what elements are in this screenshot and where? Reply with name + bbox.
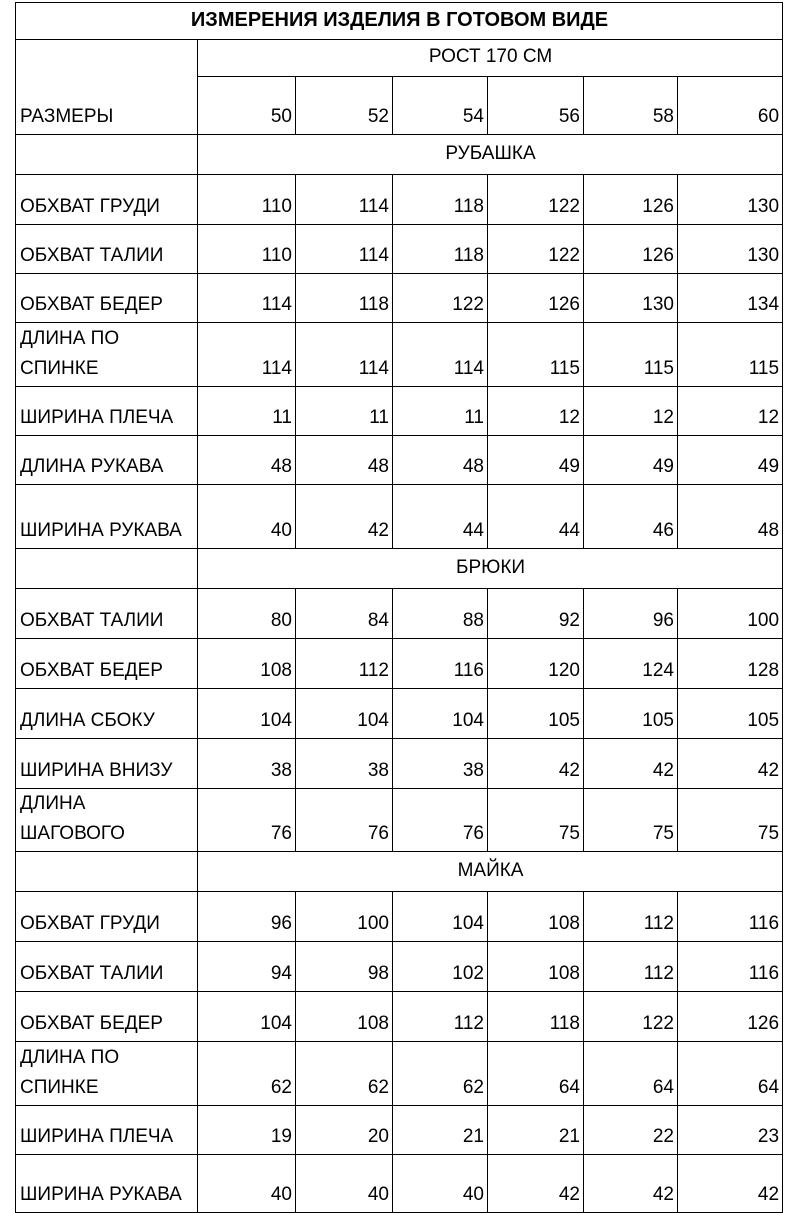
measurement-value: 128 (678, 639, 783, 689)
measurement-value: 19 (198, 1106, 296, 1155)
measurement-label: ОБХВАТ БЕДЕР (16, 274, 198, 323)
measurement-value: 49 (584, 436, 678, 485)
table-row (16, 1042, 783, 1106)
measurement-value: 105 (678, 689, 783, 739)
measurement-value: 115 (584, 323, 678, 387)
measurement-label: ДЛИНА РУКАВА (16, 436, 198, 485)
measurement-value: 126 (584, 225, 678, 274)
measurement-value: 84 (296, 589, 393, 639)
size-header-cell: 60 (678, 77, 783, 135)
measurement-value: 48 (678, 485, 783, 549)
measurement-value: 88 (393, 589, 488, 639)
measurement-value: 75 (488, 789, 584, 852)
measurement-value: 12 (584, 387, 678, 436)
table-title: ИЗМЕРЕНИЯ ИЗДЕЛИЯ В ГОТОВОМ ВИДЕ (16, 3, 783, 40)
table-row (16, 589, 783, 639)
measurement-value: 116 (393, 639, 488, 689)
section-name: РУБАШКА (198, 135, 783, 175)
measurement-value: 40 (198, 1155, 296, 1213)
measurement-value: 115 (678, 323, 783, 387)
measurement-value: 62 (198, 1042, 296, 1106)
measurement-value: 130 (678, 175, 783, 225)
table-row (16, 1106, 783, 1155)
measurement-value: 21 (488, 1106, 584, 1155)
measurement-label: ДЛИНА ПО СПИНКЕ (16, 323, 198, 387)
measurement-value: 76 (296, 789, 393, 852)
measurement-value: 114 (393, 323, 488, 387)
measurement-value: 100 (296, 892, 393, 942)
measurement-value: 42 (678, 1155, 783, 1213)
measurement-value: 20 (296, 1106, 393, 1155)
height-label: РОСТ 170 СМ (198, 40, 783, 77)
table-row (16, 789, 783, 852)
measurement-value: 102 (393, 942, 488, 992)
measurement-value: 112 (296, 639, 393, 689)
measurement-value: 115 (488, 323, 584, 387)
measurement-value: 21 (393, 1106, 488, 1155)
measurement-value: 118 (296, 274, 393, 323)
table-row (16, 436, 783, 485)
measurement-value: 104 (198, 689, 296, 739)
table-row (16, 942, 783, 992)
measurements-table (15, 2, 783, 1213)
measurement-value: 11 (393, 387, 488, 436)
measurement-value: 112 (584, 892, 678, 942)
measurement-label: ДЛИНА СБОКУ (16, 689, 198, 739)
table-row (16, 992, 783, 1042)
section-header-row (16, 852, 783, 892)
section-header-row (16, 549, 783, 589)
measurement-value: 92 (488, 589, 584, 639)
measurement-value: 114 (296, 323, 393, 387)
table-row (16, 225, 783, 274)
measurement-value: 48 (198, 436, 296, 485)
measurement-label: ОБХВАТ ТАЛИИ (16, 942, 198, 992)
measurement-value: 11 (296, 387, 393, 436)
measurement-value: 42 (488, 739, 584, 789)
measurement-value: 104 (198, 992, 296, 1042)
table-row (16, 892, 783, 942)
measurement-value: 44 (488, 485, 584, 549)
table-row (16, 175, 783, 225)
measurement-value: 122 (584, 992, 678, 1042)
measurement-value: 105 (584, 689, 678, 739)
table-row (16, 274, 783, 323)
table-row (16, 689, 783, 739)
measurement-value: 114 (296, 175, 393, 225)
measurement-label: ОБХВАТ БЕДЕР (16, 639, 198, 689)
measurement-value: 108 (488, 942, 584, 992)
section-header-blank (16, 549, 198, 589)
size-header-cell: 54 (393, 77, 488, 135)
table-row (16, 485, 783, 549)
measurement-label: ОБХВАТ ТАЛИИ (16, 589, 198, 639)
measurement-value: 96 (198, 892, 296, 942)
measurement-label: ОБХВАТ БЕДЕР (16, 992, 198, 1042)
measurement-value: 22 (584, 1106, 678, 1155)
measurement-value: 96 (584, 589, 678, 639)
measurement-value: 126 (488, 274, 584, 323)
measurement-value: 118 (393, 225, 488, 274)
measurement-value: 75 (678, 789, 783, 852)
table-row (16, 323, 783, 387)
measurement-label: ШИРИНА РУКАВА (16, 485, 198, 549)
measurement-value: 122 (488, 225, 584, 274)
measurement-value: 49 (488, 436, 584, 485)
section-name: БРЮКИ (198, 549, 783, 589)
table-row (16, 387, 783, 436)
measurement-value: 40 (296, 1155, 393, 1213)
measurement-value: 110 (198, 225, 296, 274)
measurement-value: 40 (198, 485, 296, 549)
measurement-value: 105 (488, 689, 584, 739)
measurement-value: 23 (678, 1106, 783, 1155)
height-row (16, 40, 783, 77)
measurement-label: ШИРИНА ПЛЕЧА (16, 1106, 198, 1155)
measurement-label: ДЛИНА ШАГОВОГО (16, 789, 198, 852)
measurement-value: 124 (584, 639, 678, 689)
size-header-cell: 58 (584, 77, 678, 135)
measurement-label: ОБХВАТ ГРУДИ (16, 175, 198, 225)
table-row (16, 739, 783, 789)
measurement-value: 100 (678, 589, 783, 639)
measurement-value: 120 (488, 639, 584, 689)
measurement-value: 38 (296, 739, 393, 789)
measurement-label: ШИРИНА ПЛЕЧА (16, 387, 198, 436)
measurement-value: 76 (198, 789, 296, 852)
measurement-value: 38 (393, 739, 488, 789)
measurement-value: 80 (198, 589, 296, 639)
measurement-value: 46 (584, 485, 678, 549)
measurement-label: ШИРИНА ВНИЗУ (16, 739, 198, 789)
measurement-value: 76 (393, 789, 488, 852)
sizes-label: РАЗМЕРЫ (16, 40, 198, 135)
measurement-label: ОБХВАТ ГРУДИ (16, 892, 198, 942)
measurement-value: 118 (488, 992, 584, 1042)
measurement-value: 49 (678, 436, 783, 485)
measurement-value: 116 (678, 942, 783, 992)
measurement-value: 116 (678, 892, 783, 942)
section-name: МАЙКА (198, 852, 783, 892)
measurement-value: 112 (584, 942, 678, 992)
measurement-value: 62 (296, 1042, 393, 1106)
measurement-value: 126 (678, 992, 783, 1042)
measurement-value: 62 (393, 1042, 488, 1106)
measurement-value: 104 (393, 892, 488, 942)
measurement-value: 64 (678, 1042, 783, 1106)
measurement-value: 122 (488, 175, 584, 225)
measurement-value: 38 (198, 739, 296, 789)
measurement-value: 48 (296, 436, 393, 485)
measurement-value: 126 (584, 175, 678, 225)
measurement-value: 130 (678, 225, 783, 274)
section-header-blank (16, 852, 198, 892)
measurement-label: ОБХВАТ ТАЛИИ (16, 225, 198, 274)
table-row (16, 639, 783, 689)
measurement-value: 12 (678, 387, 783, 436)
measurement-value: 108 (296, 992, 393, 1042)
measurement-value: 130 (584, 274, 678, 323)
measurement-value: 104 (296, 689, 393, 739)
measurement-value: 118 (393, 175, 488, 225)
measurement-value: 122 (393, 274, 488, 323)
measurement-value: 108 (198, 639, 296, 689)
title-row (16, 3, 783, 40)
measurement-value: 104 (393, 689, 488, 739)
size-header-cell: 52 (296, 77, 393, 135)
measurement-value: 108 (488, 892, 584, 942)
size-header-cell: 50 (198, 77, 296, 135)
size-header-cell: 56 (488, 77, 584, 135)
measurement-value: 98 (296, 942, 393, 992)
measurement-value: 44 (393, 485, 488, 549)
measurement-value: 42 (584, 739, 678, 789)
measurement-value: 64 (584, 1042, 678, 1106)
measurement-value: 48 (393, 436, 488, 485)
measurement-value: 40 (393, 1155, 488, 1213)
measurement-value: 134 (678, 274, 783, 323)
measurement-value: 11 (198, 387, 296, 436)
measurement-value: 94 (198, 942, 296, 992)
measurement-value: 12 (488, 387, 584, 436)
measurement-value: 112 (393, 992, 488, 1042)
measurement-value: 75 (584, 789, 678, 852)
measurement-value: 42 (584, 1155, 678, 1213)
measurement-value: 114 (198, 274, 296, 323)
measurement-label: ДЛИНА ПО СПИНКЕ (16, 1042, 198, 1106)
table-row (16, 1155, 783, 1213)
measurement-value: 42 (488, 1155, 584, 1213)
section-header-row (16, 135, 783, 175)
measurement-value: 114 (198, 323, 296, 387)
measurement-value: 64 (488, 1042, 584, 1106)
measurement-value: 114 (296, 225, 393, 274)
measurement-value: 110 (198, 175, 296, 225)
section-header-blank (16, 135, 198, 175)
measurement-label: ШИРИНА РУКАВА (16, 1155, 198, 1213)
measurement-value: 42 (678, 739, 783, 789)
measurement-value: 42 (296, 485, 393, 549)
